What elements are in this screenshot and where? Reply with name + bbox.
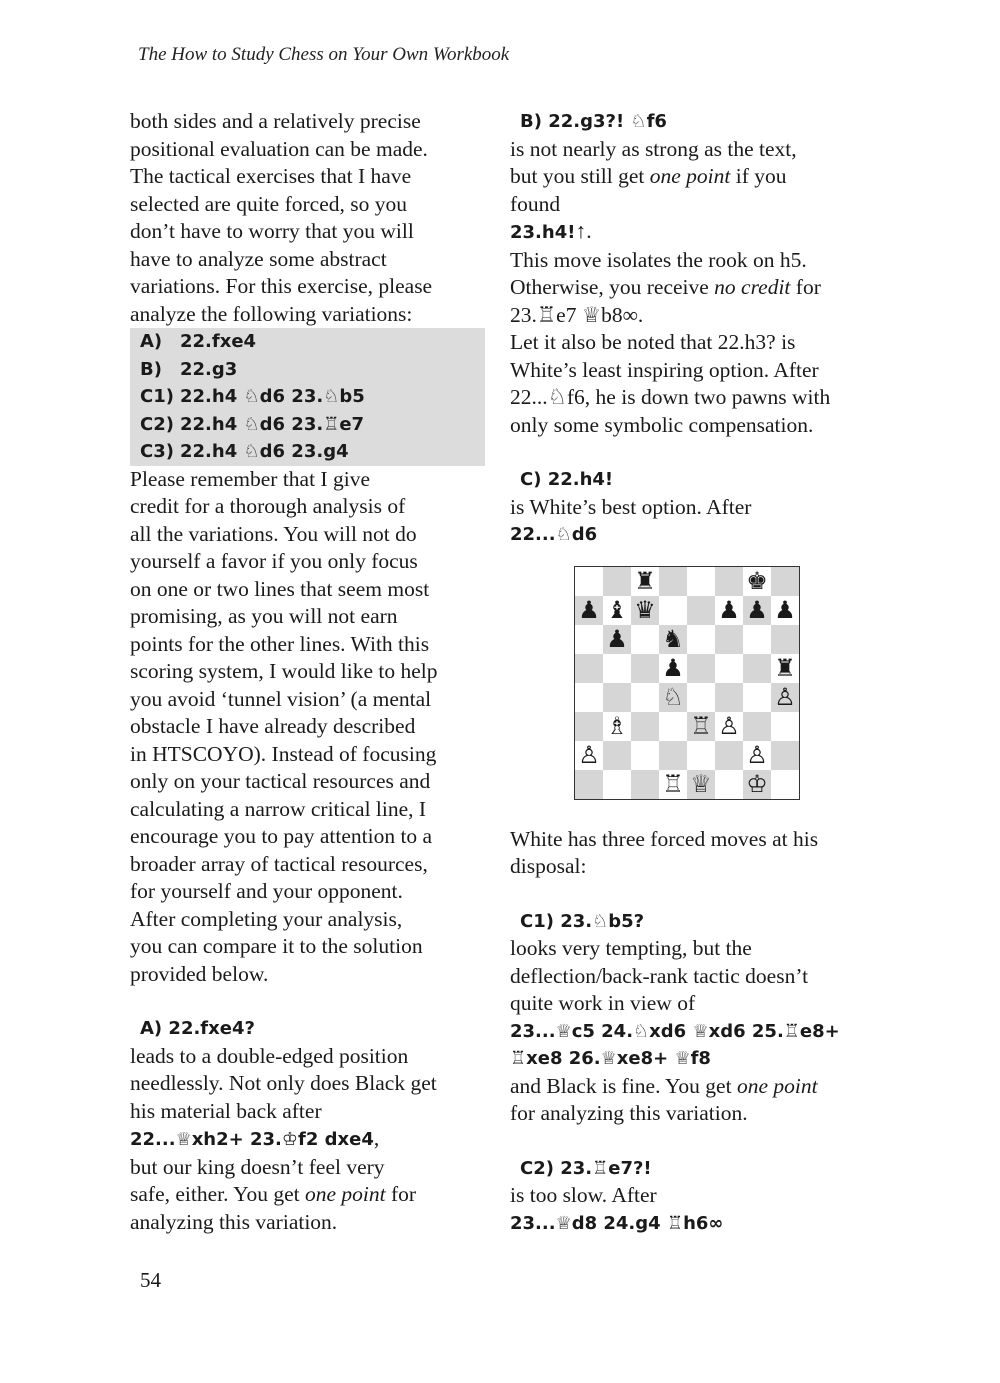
text-line: White has three forced moves at his [510,826,819,851]
board-square [631,654,659,683]
board-square [631,770,659,799]
text-line: credit for a thorough analysis of [130,494,406,518]
chess-diagram [574,566,800,800]
text-line: is White’s best option. After [510,494,752,519]
board-square [771,625,799,654]
text-line: Please remember that I give [130,466,370,491]
emphasis: one point [649,164,731,188]
text-line [130,1181,486,1209]
chess-piece: ♟ [662,654,684,682]
page-number: 54 [140,1268,161,1292]
board-square [659,654,687,683]
board-square [603,625,631,654]
chess-piece: ♟ [774,596,796,624]
board-square [575,770,603,799]
section-heading: C2) 23.♖e7?! [520,1157,652,1179]
text-run: and Black is fine. You get [510,1073,737,1098]
emphasis: one point [304,1182,386,1206]
text-line: variations. For this exercise, please [130,274,433,298]
board-square [715,596,743,625]
board-square [659,741,687,770]
chess-piece: ♟ [718,596,740,624]
board-square [687,654,715,683]
text-line: quite work in view of [510,991,696,1015]
text-line: promising, as you will not earn [130,604,398,628]
board-square [631,625,659,654]
text-line: all the variations. You will not do [130,521,417,546]
board-square [631,596,659,625]
board-square [715,712,743,741]
board-square [771,654,799,683]
board-square [631,741,659,770]
moves-tail: ↑. [575,219,592,243]
text-run: for [385,1182,417,1206]
text-line: analyze the following variations: [130,301,413,326]
board-square [575,654,603,683]
board-square [575,683,603,712]
chess-piece: ♜ [634,567,656,595]
text-line: in HTSCOYO). Instead of focusing [130,741,437,766]
variation-moves: 22.h4 ♘d6 23.g4 [180,441,349,462]
move-line [510,218,870,247]
variation-label: C1) [140,386,174,407]
text-line [510,1073,870,1101]
section-heading: A) 22.fxe4? [140,1018,255,1039]
chess-piece: ♙ [578,741,600,769]
board-square [687,683,715,712]
variation-moves: 22.g3 [180,358,238,380]
board-square [575,625,603,654]
text-line: only some symbolic compensation. [510,412,814,437]
board-square [771,596,799,625]
chess-piece: ♗ [606,712,628,740]
chess-piece: ♟ [606,625,628,653]
chess-piece: ♙ [718,712,740,740]
board-square [743,625,771,654]
chess-piece: ♔ [746,770,768,798]
chess-piece: ♖ [662,770,684,798]
variation-label: A) [140,331,163,352]
variation-label: B) [140,358,162,380]
chess-piece: ♙ [746,741,768,769]
body-paragraph [130,466,486,989]
board-square [743,770,771,799]
emphasis: no credit [714,275,791,299]
board-square [575,712,603,741]
variation-moves: 22.h4 ♘d6 23.♘b5 [180,386,365,407]
text-line: broader array of tactical resources, [130,851,428,876]
text-line: for yourself and your opponent. [130,879,403,903]
board-square [603,654,631,683]
text-line: scoring system, I would like to help [130,659,438,683]
board-square [659,625,687,654]
text-line: you avoid ‘tunnel vision’ (a mental [130,686,432,711]
text-line: disposal: [510,854,587,878]
variation-moves: 22.fxe4 [180,331,257,352]
chess-piece: ♖ [690,712,712,740]
board-square [715,625,743,654]
board-square [743,654,771,683]
board-square [575,596,603,625]
text-line: is too slow. After [510,1183,657,1207]
variation-row [140,356,485,384]
text-line: looks very tempting, but the [510,936,752,960]
board-square [715,741,743,770]
text-line: Let it also be noted that 22.h3? is [510,330,796,354]
text-run: Otherwise, you receive [510,275,715,299]
chess-piece: ♛ [634,596,656,624]
board-square [743,567,771,596]
text-line: needlessly. Not only does Black get [130,1071,437,1095]
variation-row [140,438,485,466]
variation-row [140,328,485,356]
variations-box [130,328,485,466]
variation-label: C2) [140,413,174,435]
move-line: 23...♕c5 24.♘xd6 ♕xd6 25.♖e8+ [510,1020,840,1042]
variation-row [140,411,485,439]
moves-tail: , [373,1126,380,1150]
chess-piece: ♕ [690,770,712,798]
move-line: 23...♕d8 24.g4 ♖h6∞ [510,1212,724,1234]
board-square [631,712,659,741]
text-line: After completing your analysis, [130,906,403,931]
board-square [743,712,771,741]
board-square [659,596,687,625]
text-run: for [790,275,821,299]
board-square [771,770,799,799]
moves: 23.h4! [510,222,576,243]
board-square [603,683,631,712]
chess-piece: ♜ [774,654,796,682]
text-line: provided below. [130,961,269,986]
right-column [510,108,870,1237]
section-heading: C) 22.h4! [520,469,614,490]
text-line: analyzing this variation. [130,1209,338,1234]
text-line: leads to a double-edged position [130,1043,409,1068]
move-line [130,1125,486,1154]
board-square [603,567,631,596]
board-square [743,683,771,712]
chess-piece: ♝ [606,596,628,624]
section-heading: C1) 23.♘b5? [520,910,645,932]
chess-board [574,566,800,800]
text-line: White’s least inspiring option. After [510,357,819,382]
moves: 22...♕xh2+ 23.♔f2 dxe4 [130,1129,374,1150]
intro-paragraph [130,108,486,328]
text-run: safe, either. You get [130,1182,305,1206]
move-line: 22...♘d6 [510,524,598,545]
text-line: deflection/back-rank tactic doesn’t [510,963,809,988]
section-c2 [510,1155,870,1238]
text-line: you can compare it to the solution [130,934,423,958]
chess-piece: ♟ [746,596,768,624]
board-square [687,567,715,596]
emphasis: one point [736,1073,818,1098]
chess-piece: ♟ [578,596,600,624]
text-line: This move isolates the rook on h5. [510,247,807,272]
move-line: ♖xe8 26.♕xe8+ ♕f8 [510,1048,711,1069]
board-square [715,654,743,683]
board-square [659,567,687,596]
chess-piece: ♚ [746,567,768,595]
board-square [771,741,799,770]
section-c1 [510,908,870,1128]
board-square [743,741,771,770]
board-square [743,596,771,625]
text-line: positional evaluation can be made. [130,136,428,161]
board-square [687,712,715,741]
text-line: 23.♖e7 ♕b8∞. [510,302,644,327]
section-heading: B) 22.g3?! ♘f6 [520,111,667,132]
text-line: for analyzing this variation. [510,1101,748,1125]
board-square [603,596,631,625]
board-square [715,567,743,596]
left-column [130,108,486,1236]
text-line: yourself a favor if you only focus [130,549,418,573]
board-square [575,741,603,770]
text-run: but you still get [510,164,650,188]
text-line: both sides and a relatively precise [130,109,421,133]
section-b [510,108,870,439]
board-square [687,596,715,625]
board-square [659,712,687,741]
board-square [631,683,659,712]
board-square [575,567,603,596]
text-line: found [510,191,561,216]
running-head: The How to Study Chess on Your Own Workbook [138,44,510,65]
board-square [771,712,799,741]
board-square [715,770,743,799]
text-line: is not nearly as strong as the text, [510,136,797,161]
section-c [510,466,870,549]
text-run: if you [730,164,787,188]
board-square [687,741,715,770]
chess-piece: ♞ [662,625,684,653]
text-line: encourage you to pay attention to a [130,824,433,848]
board-square [687,770,715,799]
board-square [603,712,631,741]
board-square [771,683,799,712]
text-line: only on your tactical resources and [130,769,431,793]
section-a [130,1015,486,1236]
text-line: points for the other lines. With this [130,631,430,656]
text-line: don’t have to worry that you will [130,219,414,243]
board-square [659,770,687,799]
text-line: have to analyze some abstract [130,246,387,271]
text-line: selected are quite forced, so you [130,191,407,216]
text-line: his material back after [130,1098,322,1123]
text-line: but our king doesn’t feel very [130,1154,385,1179]
chess-piece: ♙ [774,683,796,711]
chess-piece: ♘ [662,683,684,711]
text-line: obstacle I have already described [130,714,416,738]
board-square [715,683,743,712]
variation-moves: 22.h4 ♘d6 23.♖e7 [180,413,365,435]
board-square [631,567,659,596]
text-line: The tactical exercises that I have [130,164,412,188]
board-square [659,683,687,712]
text-line [510,163,870,191]
variation-label: C3) [140,441,174,462]
board-square [603,741,631,770]
text-line [510,274,870,302]
text-line: 22...♘f6, he is down two pawns with [510,385,831,409]
board-square [771,567,799,596]
text-line: on one or two lines that seem most [130,576,430,601]
board-square [603,770,631,799]
board-square [687,625,715,654]
text-line: calculating a narrow critical line, I [130,796,427,821]
variation-row [140,383,485,411]
